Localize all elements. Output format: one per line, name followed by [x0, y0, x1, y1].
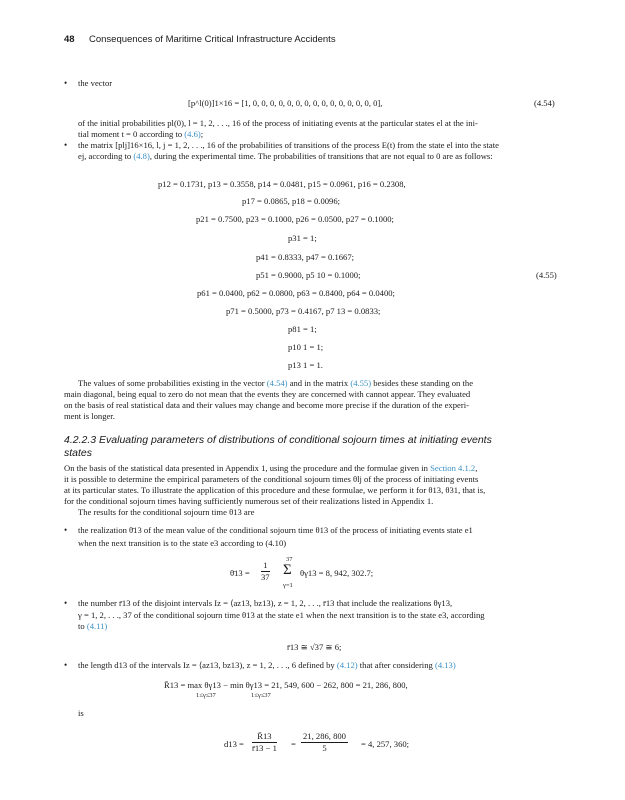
bullet-marker: • [64, 525, 68, 535]
bullet-text-line: the number r̄13 of the disjoint intervals Iz = ⟨az13, bz13), z = 1, 2, . . ., r̄13 that include the realizations θγ13, [78, 598, 453, 608]
bullet-text-line: of the initial probabilities pl(0), l = 1, 2, . . ., 16 of the process of initiating events at the particular states el at the ini- [78, 118, 478, 128]
bullet-text-line: when the next transition is to the state e3 according to (4.10) [78, 538, 287, 548]
bullet-marker: • [64, 78, 68, 88]
equation-number: (4.55) [536, 270, 557, 280]
bullet-text-line: the realization θ̄13 of the mean value of the conditional sojourn time θ13 of the process of initiating events state e1 [78, 525, 473, 535]
equals-sign: = [291, 739, 296, 749]
bullet-marker: • [64, 598, 68, 608]
running-header-title: Consequences of Maritime Critical Infrastructure Accidents [89, 34, 336, 45]
sum-lower-limit: γ=1 [283, 582, 293, 589]
bullet-marker: • [64, 660, 68, 670]
bullet-text-line: tial moment t = 0 according to (4.6); [78, 129, 204, 139]
equation-d-left: d13 = [224, 739, 244, 749]
bullet-text-line: to (4.11) [78, 621, 108, 631]
paragraph-line: On the basis of the statistical data presented in Appendix 1, using the procedure and the formulae given in Section 4.1.2, [64, 463, 478, 473]
paragraph-line: on the basis of real statistical data and their values may change and become more precise if the duration of the experi- [64, 400, 469, 410]
equation-theta-bar-left: θ̄13 = [230, 568, 250, 578]
connector-word: is [78, 708, 84, 718]
equation-link[interactable]: (4.55) [350, 378, 372, 388]
section-heading: 4.2.2.3 Evaluating parameters of distributions of conditional sojourn times at initiating events [64, 434, 492, 446]
max-subscript: 1≤γ≤37 [196, 692, 216, 699]
equation-line: p31 = 1; [288, 233, 317, 243]
equation-link[interactable]: (4.54) [266, 378, 288, 388]
equation-line: p21 = 0.7500, p23 = 0.1000, p26 = 0.0500, p27 = 0.1000; [196, 214, 394, 224]
equation-line: p71 = 0.5000, p73 = 0.4167, p7 13 = 0.0833; [226, 306, 381, 316]
bullet-text-line: the matrix [plj]16×16, l, j = 1, 2, . . ., 16 of the probabilities of transitions of the process E(t) from the state el into the state [78, 140, 499, 150]
equation-r-bar: r̄13 ≅ √37 ≅ 6; [287, 642, 342, 652]
bullet-text-line: ej, according to (4.8), during the experimental time. The probabilities of transitions that are not equal to 0 are as follows: [78, 151, 493, 161]
paragraph-line: for the conditional sojourn times having sufficiently numerous set of their realizations listed in Appendix 1. [64, 496, 434, 506]
equation-line: p51 = 0.9000, p5 10 = 0.1000; [256, 270, 361, 280]
min-subscript: 1≤γ≤37 [251, 692, 271, 699]
equation-d-right: = 4, 257, 360; [361, 739, 410, 749]
equation-link[interactable]: (4.6) [184, 129, 201, 139]
equation-line: p61 = 0.0400, p62 = 0.0800, p63 = 0.8400, p64 = 0.0400; [197, 288, 395, 298]
paragraph-line: ment is longer. [64, 411, 115, 421]
equation-link[interactable]: (4.11) [86, 621, 108, 631]
equation-line: p12 = 0.1731, p13 = 0.3558, p14 = 0.0481, p15 = 0.0961, p16 = 0.2308, [158, 179, 406, 189]
page-number: 48 [64, 34, 75, 45]
paragraph-line: The values of some probabilities existing in the vector (4.54) and in the matrix (4.55) besides these standing on the [78, 378, 474, 388]
equation-link[interactable]: (4.8) [133, 151, 150, 161]
equation-number: (4.54) [534, 98, 555, 108]
paragraph-line: it is possible to determine the empirical parameters of the conditional sojourn times θlj of the process of initiating events [64, 474, 479, 484]
equation-link[interactable]: (4.13) [434, 660, 456, 670]
equation-line: p17 = 0.0865, p18 = 0.0096; [242, 196, 341, 206]
equation-line: p41 = 0.8333, p47 = 0.1667; [256, 252, 355, 262]
equation-theta-bar-right: θγ13 = 8, 942, 302.7; [300, 568, 374, 578]
bullet-text: the vector [78, 78, 113, 88]
equation-line: p13 1 = 1. [288, 360, 323, 370]
equation-link[interactable]: (4.12) [336, 660, 358, 670]
equation-line: p81 = 1; [288, 324, 317, 334]
equation-fraction: $\frac{1}{37}$ [261, 560, 270, 582]
paragraph-line: at its particular states. To illustrate the application of this procedure and these formulae, we perform it for θ13, θ31, that is, [64, 485, 486, 495]
equation-fraction: $\frac{R̄13}{r̄13 - 1}$ [252, 731, 277, 753]
section-link[interactable]: Section 4.1.2 [430, 463, 476, 473]
equation-line: p10 1 = 1; [288, 342, 324, 352]
equation-4-54: [p^l(0)]1×16 = [1, 0, 0, 0, 0, 0, 0, 0, 0, 0, 0, 0, 0, 0, 0, 0], [188, 98, 383, 108]
equation-R-bar: R̄13 = max θγ13 − min θγ13 = 21, 549, 600 − 262, 800 = 21, 286, 800, [164, 680, 408, 690]
sum-upper-limit: 37 [286, 556, 293, 563]
bullet-text-line: γ = 1, 2, . . ., 37 of the conditional sojourn time θ13 at the state e1 when the next transition is to the state e3, according [78, 610, 485, 620]
sum-symbol: Σ [283, 562, 292, 578]
bullet-text-line: the length d13 of the intervals Iz = ⟨az13, bz13), z = 1, 2, . . ., 6 defined by (4.12) that after considering (4.13) [78, 660, 456, 670]
paragraph-line: main diagonal, being equal to zero do not mean that the events they are concerned with cannot appear. They evaluated [64, 389, 471, 399]
section-heading-cont: states [64, 447, 93, 459]
bullet-marker: • [64, 140, 68, 150]
paragraph-line: The results for the conditional sojourn time θ13 are [78, 507, 255, 517]
equation-fraction: $\frac{21, 286, 800}{5}$ [303, 731, 346, 753]
